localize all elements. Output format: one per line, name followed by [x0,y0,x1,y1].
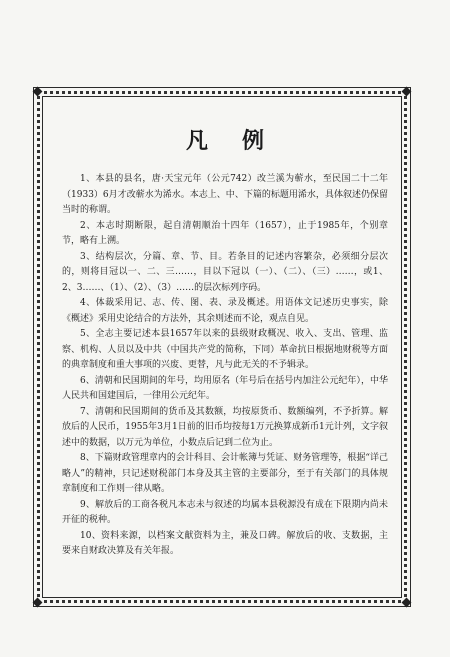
rule-paragraph-2: 2、本志时期断限，起自清朝顺治十四年（1657），止于1985年，个别章节，略有上溯。 [62,220,388,246]
rule-paragraph-10: 10、资料来源，以档案文献资料为主，兼及口碑。解放后的收、支数据，主要来自财政决算及有关年报。 [62,530,388,556]
rule-paragraph-9: 9、解放后的工商各税凡本志未与叙述的均属本县税源没有成在下限期内尚未开征的税种。 [62,499,388,525]
page-title: 凡例 [185,128,298,154]
rule-paragraph-4: 4、体裁采用记、志、传、图、表、录及概述。用语体文记述历史事实，除《概述》采用史论结合的方法外，其余则述而不论，观点自见。 [62,298,388,324]
rule-paragraph-1: 1、本县的县名，唐·天宝元年（公元742）改兰溪为蕲水，至民国二十二年（1933）6月才改蕲水为浠水。本志上、中、下篇的标题用浠水，具体叙述仍保留当时的称谓。 [62,174,388,215]
rule-paragraph-7: 7、清朝和民国期间的货币及其数额，均按原货币、数额编列，不予折算。解放后的人民币，1955年3月1日前的旧币均按每1万元换算成新币1元计列，文字叙述中的数据，以万元为单位，小数点后记到二位为止。 [62,406,388,448]
rule-paragraph-3: 3、结构层次，分篇、章、节、目。若条目的记述内容繁杂，必须细分层次的，则将目冠以一、二、三……，目以下冠以（一）、（二）、（三）……，或1、2、3……、（1）、（2）、（3）……的层次标列序码。 [62,251,388,293]
document-body [62,126,388,560]
rule-paragraph-8: 8、下篇财政管理章内的会计科目、会计帐簿与凭证、财务管理等，根据“详己略人”的精神，只记述财税部门本身及其主管的主要部分，至于有关部门的具体规章制度和工作则一律从略。 [62,453,388,494]
rule-paragraph-6: 6、清朝和民国期间的年号，均用原名（年号后在括号内加注公元纪年），中华人民共和国建国后，一律用公元纪年。 [62,375,388,401]
rule-paragraph-5: 5、全志主要记述本县1657年以来的县级财政概况、收入、支出、管理、监察、机构、人员以及中共（中国共产党的简称，下同）革命抗日根据地财税等方面的典章制度和重大事项的兴废、更替，凡与此无关的不予辑录。 [62,329,388,370]
